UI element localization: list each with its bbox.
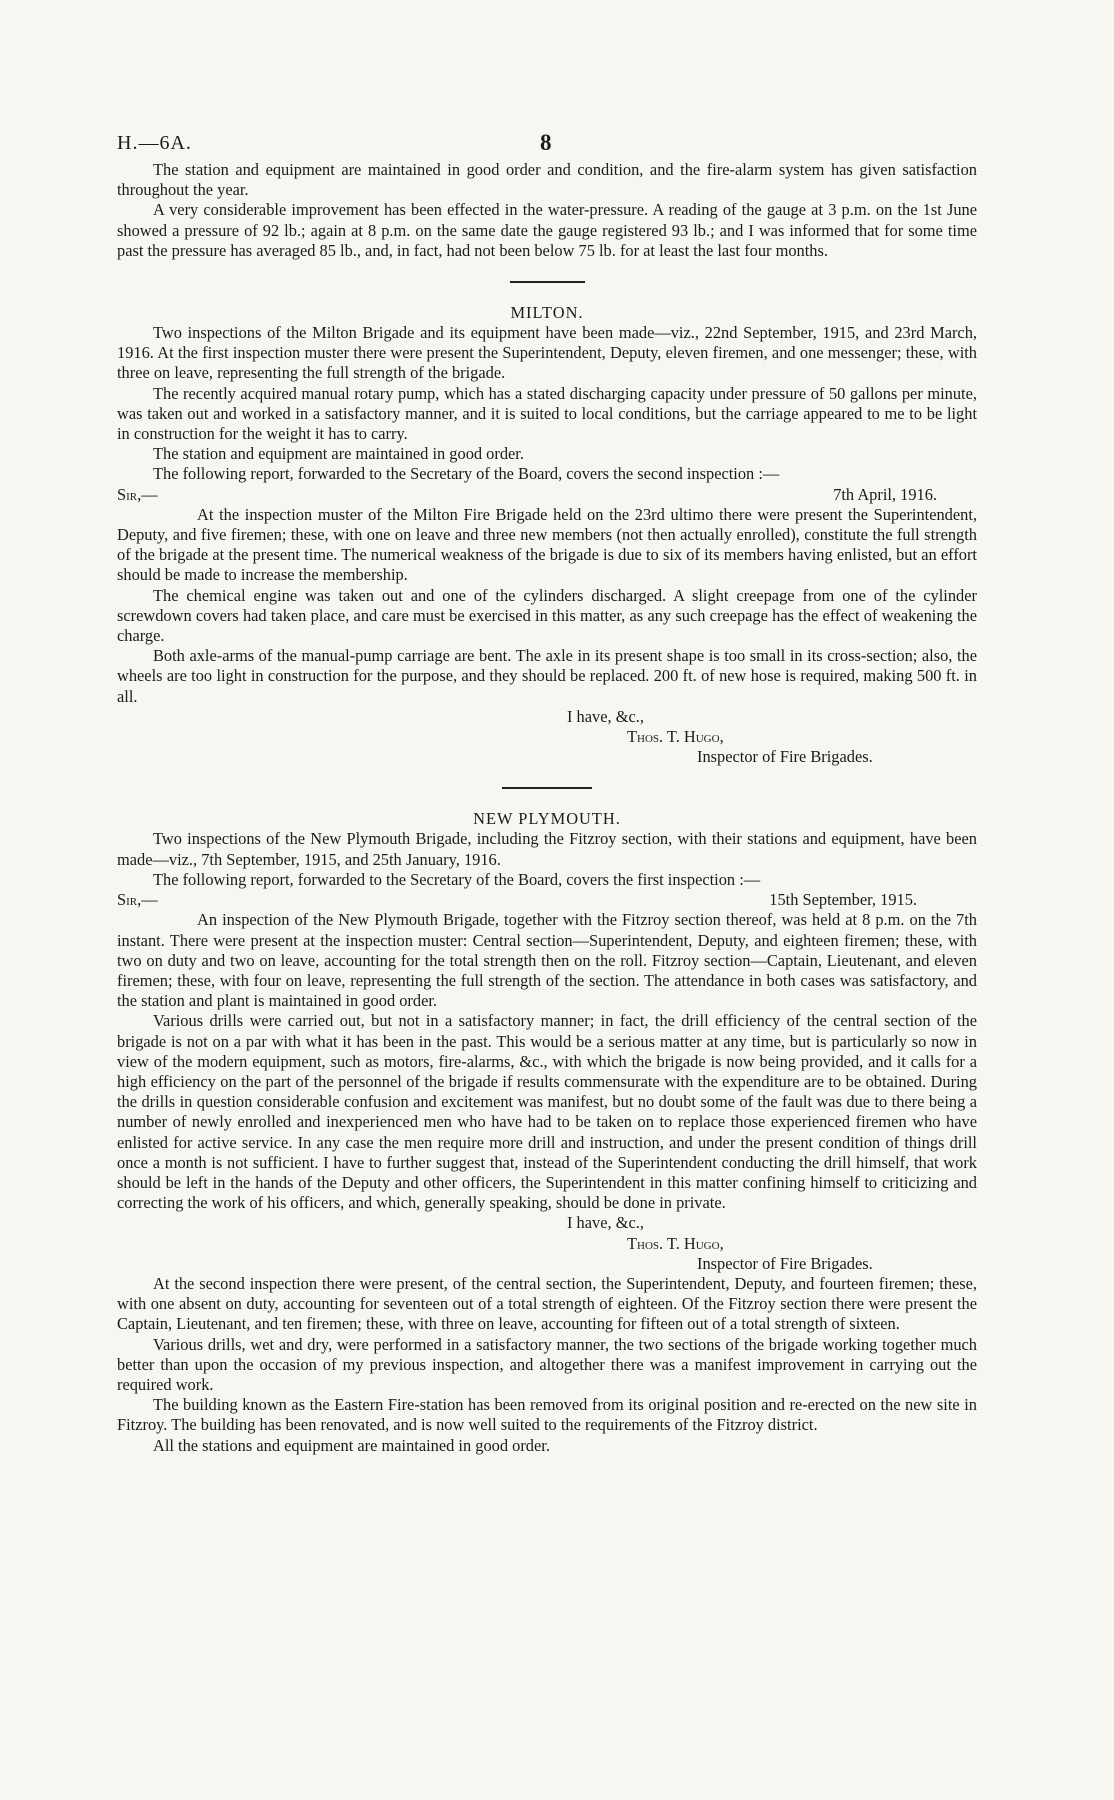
letter-paragraph: Various drills were carried out, but not in a satisfactory manner; in fact, the drill efficiency of the central section of the brigade is not on a par with what it has been in the past. This would be a serious matter at any time, but is particularly so now in view of the modern equipment, such as motors, fire-alarms, &c., with which the brigade is now being provided, and it calls for a high efficiency on the part of the personnel of the brigade if results commensurate with the expenditure are to be obtained. During the drills in question considerable confusion and excitement was manifest, but no doubt some of the fault was due to there being a number of newly enrolled and inexperienced men who have had to be taken on to replace those experienced firemen who have enlisted for active service. In any case the men require more drill and instruction, and under the present condition of things drill once a month is not sufficient. I have to further suggest that, instead of the Superintendent conducting the drill himself, that work should be left in the hands of the Deputy and other officers, the Superintendent in this matter confining himself to criticizing and correcting the work of his officers, and which, generally speaking, should be done in private. bbox=[117, 1011, 977, 1213]
paragraph: The recently acquired manual rotary pump, which has a stated discharging capacity under pressure of 50 gallons per minute, was taken out and worked in a satisfactory manner, and it is suited to local conditions, but the carriage appeared to me to be light in construction for the weight it has to carry. bbox=[117, 383, 977, 444]
paragraph: The following report, forwarded to the Secretary of the Board, covers the first inspection :— bbox=[153, 869, 761, 889]
letter-paragraph: An inspection of the New Plymouth Brigade, together with the Fitzroy section thereof, was held at 8 p.m. on the 7th instant. There were present at the inspection muster: Central section—Superintendent, Deputy, and eighteen firemen; these, with two on duty and two on leave, accounting for the total strength then on the roll. Fitzroy section—Captain, Lieutenant, and eleven firemen; these, with four on leave, representing the full strength of the section. The attendance in both cases was satisfactory, and the station and plant is maintained in good order. bbox=[117, 910, 977, 1011]
salutation: Sir,— bbox=[117, 484, 158, 504]
signature-block bbox=[117, 1213, 977, 1274]
letter-date: 15th September, 1915. bbox=[769, 890, 917, 910]
signer-name: Thos. T. Hugo, bbox=[627, 727, 724, 747]
paragraph: Various drills, wet and dry, were performed in a satisfactory manner, the two sections of the brigade working together much better than upon the occasion of my previous inspection, and altogether there was a manifest improvement in carrying out the required work. bbox=[117, 1334, 977, 1394]
page-header bbox=[117, 120, 977, 160]
page-number: 8 bbox=[540, 130, 552, 155]
paragraph: The building known as the Eastern Fire-station has been removed from its original position and re-erected on the new site in Fitzroy. The building has been renovated, and is now well suited to the requirements of the Fitzroy district. bbox=[117, 1395, 977, 1435]
paragraph: At the second inspection there were present, of the central section, the Superintendent, Deputy, and fourteen firemen; these, with one absent on duty, accounting for seventeen out of a total strength of eighteen. Of the Fitzroy section there were present the Captain, Lieutenant, and ten firemen; these, with three on leave, accounting for fifteen out of a total strength of sixteen. bbox=[117, 1273, 977, 1334]
letter-paragraph: Both axle-arms of the manual-pump carriage are bent. The axle in its present shape is too small in its cross-section; also, the wheels are too light in construction for the purpose, and they should be replaced. 200 ft. of new hose is required, making 500 ft. in all. bbox=[117, 646, 977, 706]
salutation: Sir,— bbox=[117, 890, 158, 910]
closing: I have, &c., bbox=[567, 706, 644, 726]
paragraph: Two inspections of the Milton Brigade and its equipment have been made—viz., 22nd September, 1915, and 23rd March, 1916. At the first inspection muster there were present the Superintendent, Deputy, eleven firemen, and one messenger; these, with three on leave, representing the full strength of the brigade. bbox=[117, 323, 977, 383]
signer-name: Thos. T. Hugo, bbox=[627, 1233, 724, 1253]
closing: I have, &c., bbox=[567, 1213, 644, 1233]
letter-header bbox=[117, 890, 977, 910]
paragraph: A very considerable improvement has been effected in the water-pressure. A reading of the gauge at 3 p.m. on the 1st June showed a pressure of 92 lb.; again at 8 p.m. on the same date the gauge registered 93 lb.; and I was informed that for some time past the pressure has averaged 85 lb., and, in fact, had not been below 75 lb. for at least the last four months. bbox=[117, 200, 977, 260]
paragraph: Two inspections of the New Plymouth Brigade, including the Fitzroy section, with their stations and equipment, have been made—viz., 7th September, 1915, and 25th January, 1916. bbox=[117, 829, 977, 869]
document-reference: H.—6A. bbox=[117, 132, 192, 154]
paragraph: The station and equipment are maintained in good order. bbox=[153, 444, 524, 464]
signer-title: Inspector of Fire Brigades. bbox=[697, 1253, 873, 1273]
paragraph: All the stations and equipment are maintained in good order. bbox=[153, 1435, 550, 1455]
section-heading-milton: MILTON. bbox=[510, 303, 584, 323]
letter-date: 7th April, 1916. bbox=[833, 484, 937, 504]
letter-header bbox=[117, 485, 977, 505]
letter-paragraph: The chemical engine was taken out and one of the cylinders discharged. A slight creepage from one of the cylinder screwdown covers had taken place, and care must be exercised in this matter, as any such creepage has the effect of weakening the charge. bbox=[117, 585, 977, 646]
signature-block bbox=[117, 707, 977, 768]
section-heading-new-plymouth: NEW PLYMOUTH. bbox=[473, 809, 621, 829]
paragraph: The following report, forwarded to the Secretary of the Board, covers the second inspection :— bbox=[153, 464, 780, 484]
letter-paragraph: At the inspection muster of the Milton Fire Brigade held on the 23rd ultimo there were present the Superintendent, Deputy, and five firemen; these, with one on leave and three new members (not then actually enrolled), constitute the full strength of the brigade at the present time. The numerical weakness of the brigade is due to six of its members having enlisted, but an effort should be made to increase the membership. bbox=[117, 504, 977, 585]
paragraph: The station and equipment are maintained in good order and condition, and the fire-alarm system has given satisfaction throughout the year. bbox=[117, 160, 977, 200]
document-page bbox=[117, 120, 977, 1456]
signer-title: Inspector of Fire Brigades. bbox=[697, 747, 873, 767]
